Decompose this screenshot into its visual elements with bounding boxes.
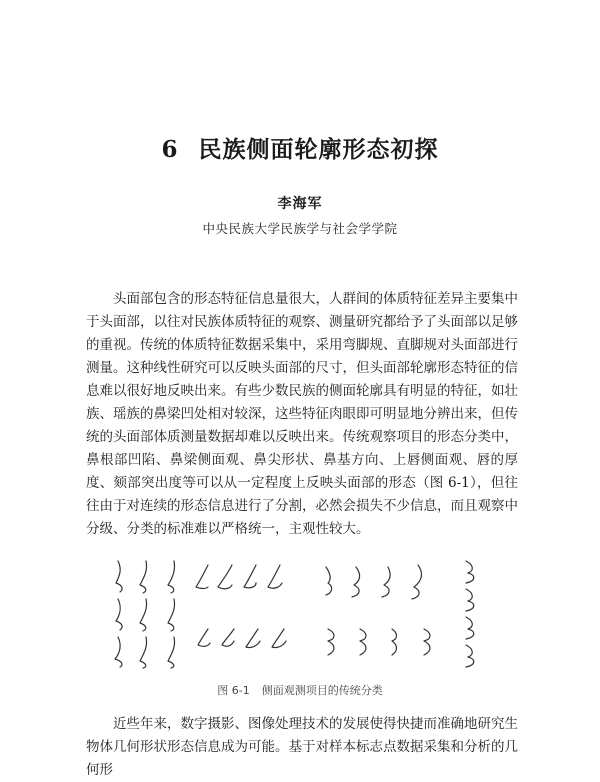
- figure-profile-sketches: [100, 557, 510, 669]
- figure-caption: [0, 682, 600, 698]
- nose-tip-profiles: [196, 565, 286, 648]
- author-name: 李海军: [277, 196, 323, 212]
- chapter-title-text: 民族侧面轮廓形态初探: [198, 136, 439, 163]
- chin-profiles: [466, 561, 474, 667]
- figure-caption-text: 侧面观测项目的传统分类: [261, 684, 383, 697]
- figure-label: 图 6-1: [217, 684, 250, 697]
- nose-root-profiles: [115, 561, 175, 668]
- body-paragraph-1: 头面部包含的形态特征信息量很大，人群间的体质特征差异主要集中于头面部，以往对民族体质特征的观察、测量研究都给予了头面部以足够的重视。传统的体质特征数据采集中，采用弯脚规、直脚规对头面部进行测量。这种线性研究可以反映头面部的尺寸，但头面部轮廓形态特征的信息难以很好地反映出来。有些少数民族的侧面轮廓具有明显的特征，如壮族、瑶族的鼻梁凹处相对较深，这些特征肉眼即可明显地分辨出来，但传统的头面部体质测量数据却难以反映出来。传统观察项目的形态分类中，鼻根部凹陷、鼻梁侧面观、鼻尖形状、鼻基方向、上唇侧面观、唇的厚度、颏部突出度等可以从一定程度上反映头面部的形态（图 6-1），但往往由于对连续的形态信息进行了分割，必然会损失不少信息，而且观察中分级、分类的标准难以严格统一，主观性较大。: [86, 291, 518, 537]
- body-paragraph-2: 近些年来，数字摄影、图像处理技术的发展使得快捷而准确地研究生物体几何形状形态信息成为可能。基于对样本标志点数据采集和分析的几何形: [86, 716, 518, 778]
- profile-sketch-grid: [100, 557, 510, 669]
- author-affiliation: 中央民族大学民族学与社会学学院: [202, 221, 398, 236]
- chapter-title: [0, 131, 600, 164]
- lip-profiles: [326, 565, 430, 655]
- chapter-number: 6: [161, 136, 179, 163]
